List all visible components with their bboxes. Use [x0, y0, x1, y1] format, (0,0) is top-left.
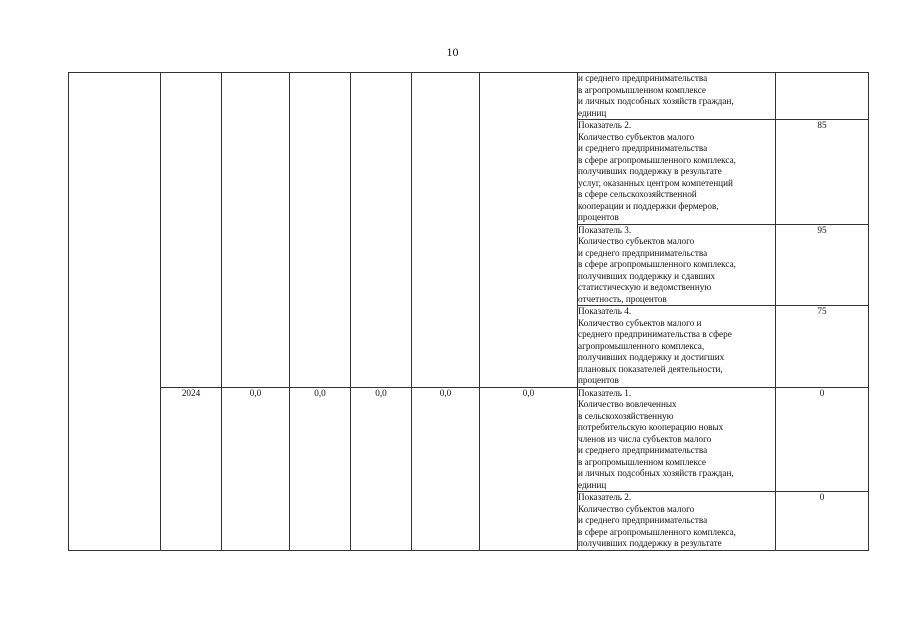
- value-cell: 0,0: [412, 387, 480, 550]
- indicator-text: кооперации и поддержки фермеров,: [578, 200, 719, 211]
- indicator-text: и среднего предпринимательства: [578, 73, 708, 83]
- indicator-text: единиц: [578, 107, 607, 118]
- indicator-text: получивших поддержку в результате: [578, 538, 722, 548]
- indicator-text: отчетность, процентов: [578, 293, 667, 304]
- indicators-table: [68, 72, 869, 551]
- year-cell: 2024: [161, 387, 222, 550]
- indicator-text: членов из числа субъектов малого: [578, 433, 712, 444]
- indicator-text: в сфере сельскохозяйственной: [578, 189, 697, 199]
- indicator-text: Показатель 3.: [578, 224, 632, 235]
- indicator-text: в сфере агропромышленного комплекса,: [578, 526, 736, 537]
- indicator-text: и личных подсобных хозяйств граждан,: [578, 96, 734, 106]
- indicator-text: статистическую и ведомственную: [578, 282, 712, 292]
- table-row: [69, 73, 869, 120]
- indicator-text: Показатель 1.: [578, 387, 632, 398]
- indicator-cell: [578, 306, 776, 388]
- indicator-text: в агропромышленном комплексе: [578, 456, 706, 467]
- indicator-text: в сфере агропромышленного комплекса,: [578, 259, 736, 269]
- indicator-text: в агропромышленном комплексе: [578, 84, 706, 95]
- name-cell: [69, 73, 161, 551]
- indicator-value: 0: [776, 492, 869, 551]
- indicator-text: и среднего предпринимательства: [578, 515, 708, 525]
- indicator-text: и среднего предпринимательства: [578, 247, 708, 258]
- value-cell: 0,0: [480, 387, 578, 550]
- indicator-text: в сельскохозяйственную: [578, 410, 674, 421]
- value-cell: 0,0: [351, 387, 412, 550]
- value-cell: [412, 73, 480, 388]
- indicator-text: и среднего предпринимательства: [578, 143, 708, 153]
- indicator-text: единиц: [578, 479, 607, 490]
- indicator-value: 0: [776, 387, 869, 492]
- indicator-text: Количество субъектов малого: [578, 131, 695, 142]
- indicator-text: агропромышленного комплекса,: [578, 340, 705, 351]
- indicator-text: получивших поддержку в результате: [578, 166, 722, 176]
- indicator-cell: [578, 120, 776, 225]
- value-cell: 0,0: [222, 387, 290, 550]
- value-cell: [351, 73, 412, 388]
- indicator-text: Показатель 4.: [578, 306, 632, 316]
- value-cell: [290, 73, 351, 388]
- indicator-text: Количество субъектов малого и: [578, 317, 702, 328]
- indicator-text: потребительскую кооперацию новых: [578, 422, 724, 432]
- indicator-text: среднего предпринимательства в сфере: [578, 329, 732, 339]
- indicator-value: [776, 73, 869, 120]
- indicator-text: Количество субъектов малого: [578, 236, 695, 246]
- page-number: 10: [446, 45, 459, 59]
- indicator-text: Показатель 2.: [578, 492, 632, 502]
- indicator-text: получивших поддержку и достигших: [578, 352, 725, 362]
- indicator-text: процентов: [578, 375, 619, 385]
- indicator-value: 75: [776, 306, 869, 388]
- indicator-value: 95: [776, 224, 869, 306]
- indicator-text: плановых показателей деятельности,: [578, 363, 723, 374]
- year-cell: [161, 73, 222, 388]
- indicator-cell: [578, 73, 776, 120]
- indicator-text: и среднего предпринимательства: [578, 445, 708, 455]
- indicator-text: в сфере агропромышленного комплекса,: [578, 154, 736, 165]
- indicator-text: и личных подсобных хозяйств граждан,: [578, 468, 734, 478]
- value-cell: [222, 73, 290, 388]
- indicator-text: услуг, оказанных центром компетенций: [578, 177, 733, 188]
- value-cell: 0,0: [290, 387, 351, 550]
- indicator-text: Показатель 2.: [578, 120, 632, 130]
- indicator-cell: [578, 492, 776, 551]
- indicator-value: 85: [776, 120, 869, 225]
- indicator-cell: [578, 387, 776, 492]
- value-cell: [480, 73, 578, 388]
- indicator-text: Количество вовлеченных: [578, 399, 677, 409]
- indicator-text: Количество субъектов малого: [578, 503, 695, 514]
- indicator-text: получивших поддержку и сдавших: [578, 270, 716, 281]
- indicator-cell: [578, 224, 776, 306]
- indicator-text: процентов: [578, 212, 619, 222]
- table-row: [69, 387, 869, 492]
